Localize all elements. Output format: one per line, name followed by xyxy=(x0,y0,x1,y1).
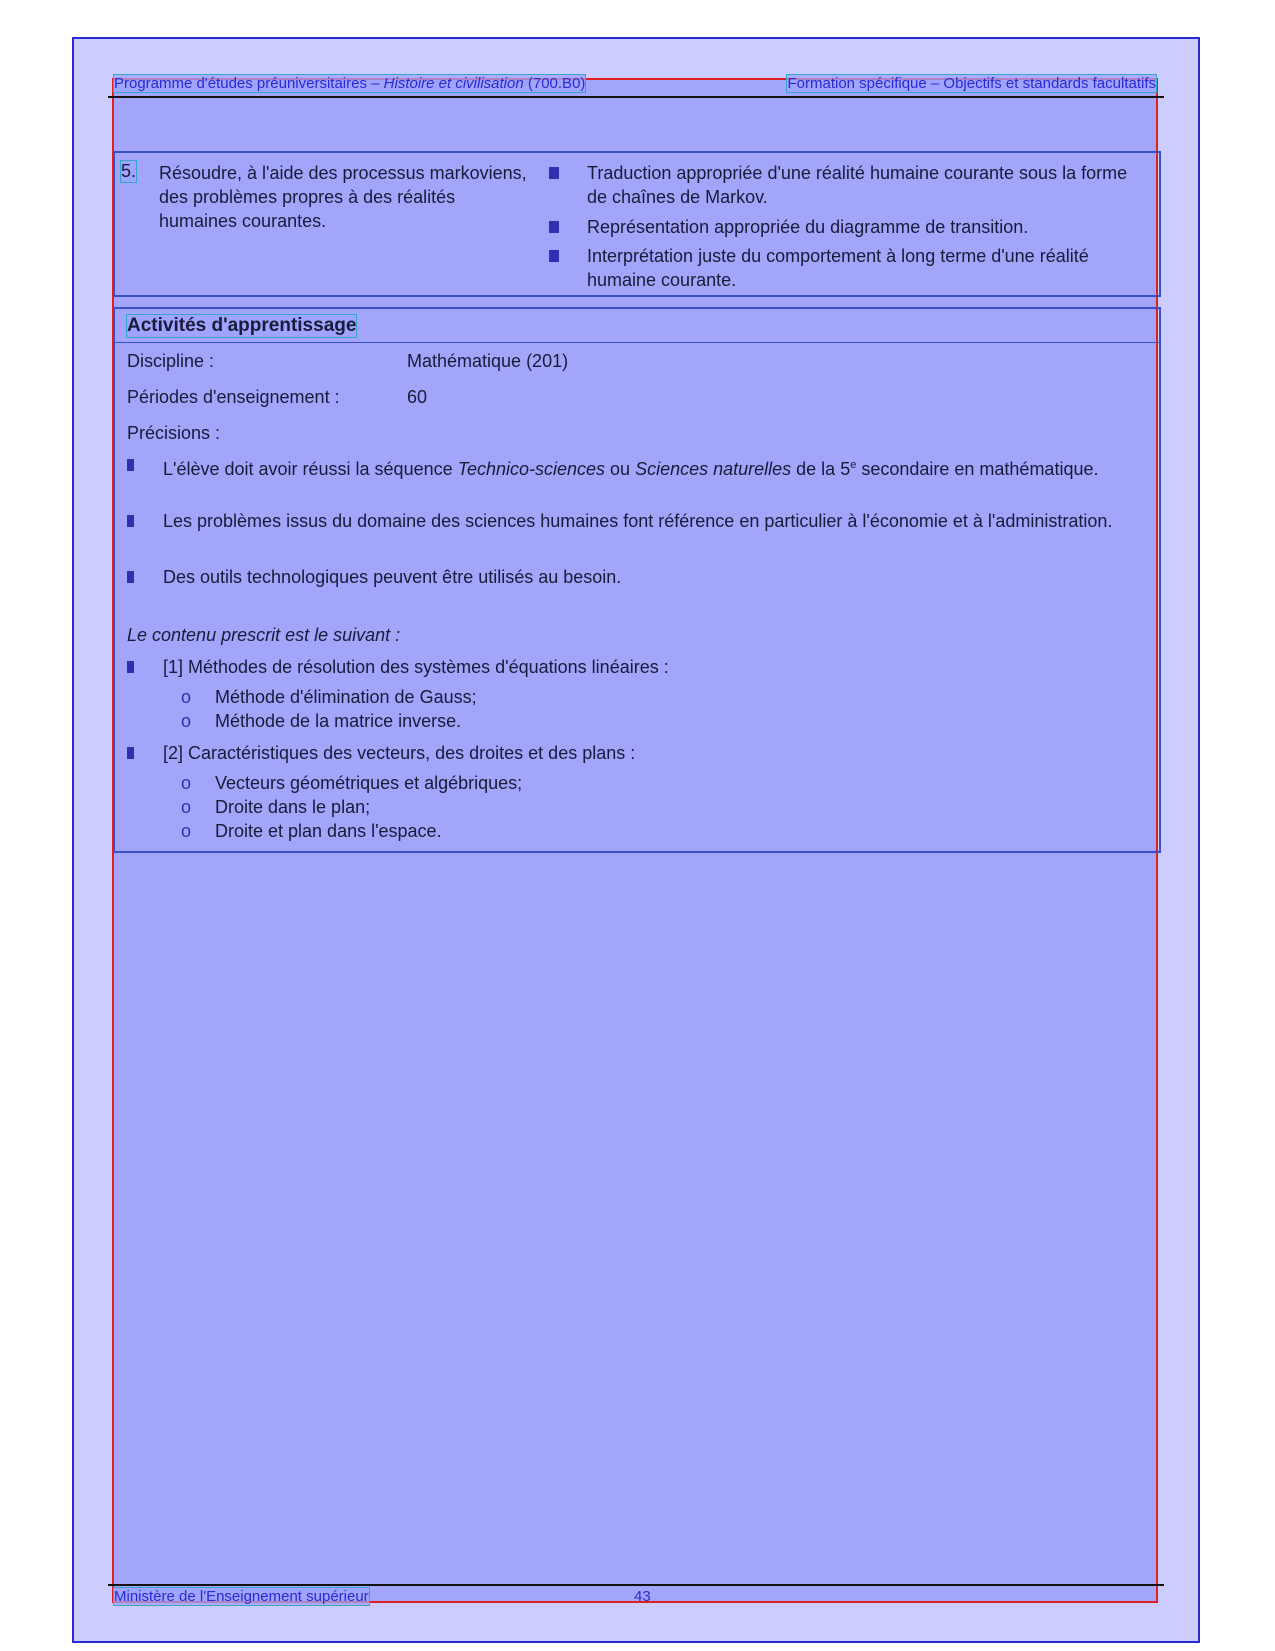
header-prefix: Programme d'études préuniversitaires – xyxy=(114,75,384,92)
precision-text-part: de la 5 xyxy=(791,459,851,479)
footer-rule xyxy=(108,1584,1164,1586)
bullet-icon xyxy=(549,250,559,262)
subitem-text: Droite et plan dans l'espace. xyxy=(215,821,442,841)
precision-text-part: L'élève doit avoir réussi la séquence xyxy=(163,459,458,479)
content-topic xyxy=(127,741,1107,765)
page-number: 43 xyxy=(634,1588,651,1605)
topic-subitem xyxy=(181,819,442,843)
circle-bullet-icon: o xyxy=(181,773,192,793)
header-left xyxy=(114,75,585,92)
topic-subitem xyxy=(181,709,461,733)
criterion-item xyxy=(549,215,1129,239)
running-header xyxy=(114,75,1160,93)
bullet-icon xyxy=(127,459,134,471)
activities-box xyxy=(113,307,1161,853)
content-topic xyxy=(127,655,1107,679)
header-program-title: Histoire et civilisation xyxy=(383,75,524,92)
header-rule xyxy=(108,96,1164,98)
objective-statement: Résoudre, à l'aide des processus markoviens, des problèmes propres à des réalités humaines courantes. xyxy=(159,163,527,231)
sequence-name: Sciences naturelles xyxy=(635,459,792,479)
topic-text: [2] Caractéristiques des vecteurs, des droites et des plans : xyxy=(163,743,636,763)
bullet-icon xyxy=(127,747,134,759)
discipline-row xyxy=(127,351,569,372)
subitem-text: Vecteurs géométriques et algébriques; xyxy=(215,773,523,793)
topic-subitem xyxy=(181,795,370,819)
bullet-icon xyxy=(549,221,559,233)
precision-text-part: secondaire en mathématique. xyxy=(856,459,1099,479)
bullet-icon xyxy=(127,515,134,527)
precision-text: Des outils technologiques peuvent être utilisés au besoin. xyxy=(163,567,622,587)
precision-item xyxy=(127,565,1107,589)
criterion-text: Représentation appropriée du diagramme de transition. xyxy=(587,217,1029,237)
title-separator xyxy=(115,342,1159,343)
precision-text: Les problèmes issus du domaine des sciences humaines font référence en particulier à l'économie et à l'administration. xyxy=(163,511,1113,531)
periods-label: Périodes d'enseignement : xyxy=(127,387,340,407)
header-right: Formation spécifique – Objectifs et standards facultatifs xyxy=(787,75,1156,92)
discipline-label: Discipline : xyxy=(127,351,215,371)
content-intro: Le contenu prescrit est le suivant : xyxy=(127,625,401,645)
bullet-icon xyxy=(549,167,559,179)
topic-subitem xyxy=(181,685,477,709)
subitem-text: Méthode d'élimination de Gauss; xyxy=(215,687,477,707)
periods-value: 60 xyxy=(407,387,428,407)
discipline-value: Mathématique (201) xyxy=(407,351,569,371)
objective-box xyxy=(113,151,1161,297)
topic-subitem xyxy=(181,771,522,795)
sequence-name: Technico-sciences xyxy=(457,459,606,479)
precision-text xyxy=(163,453,1113,481)
topic-text: [1] Méthodes de résolution des systèmes d'équations linéaires : xyxy=(163,657,669,677)
precision-item xyxy=(127,453,1107,501)
running-footer xyxy=(114,1588,654,1606)
periods-row xyxy=(127,387,428,408)
precision-text-part: ou xyxy=(605,459,636,479)
criterion-item xyxy=(549,161,1129,209)
precision-item xyxy=(127,509,1113,557)
subitem-text: Droite dans le plan; xyxy=(215,797,371,817)
criterion-item xyxy=(549,244,1129,292)
circle-bullet-icon: o xyxy=(181,797,192,817)
precisions-label: Précisions : xyxy=(127,423,221,443)
circle-bullet-icon: o xyxy=(181,711,192,731)
circle-bullet-icon: o xyxy=(181,687,192,707)
bullet-icon xyxy=(127,661,134,673)
superscript: e xyxy=(850,459,857,471)
bullet-icon xyxy=(127,571,134,583)
header-program-code: (700.B0) xyxy=(523,75,586,92)
footer-ministry: Ministère de l'Enseignement supérieur xyxy=(114,1588,369,1605)
activities-title: Activités d'apprentissage xyxy=(127,315,357,336)
subitem-text: Méthode de la matrice inverse. xyxy=(215,711,462,731)
objective-number: 5. xyxy=(121,161,137,181)
criterion-text: Interprétation juste du comportement à long terme d'une réalité humaine courante. xyxy=(587,246,1089,290)
circle-bullet-icon: o xyxy=(181,821,192,841)
criterion-text: Traduction appropriée d'une réalité humaine courante sous la forme de chaînes de Markov. xyxy=(587,163,1128,207)
